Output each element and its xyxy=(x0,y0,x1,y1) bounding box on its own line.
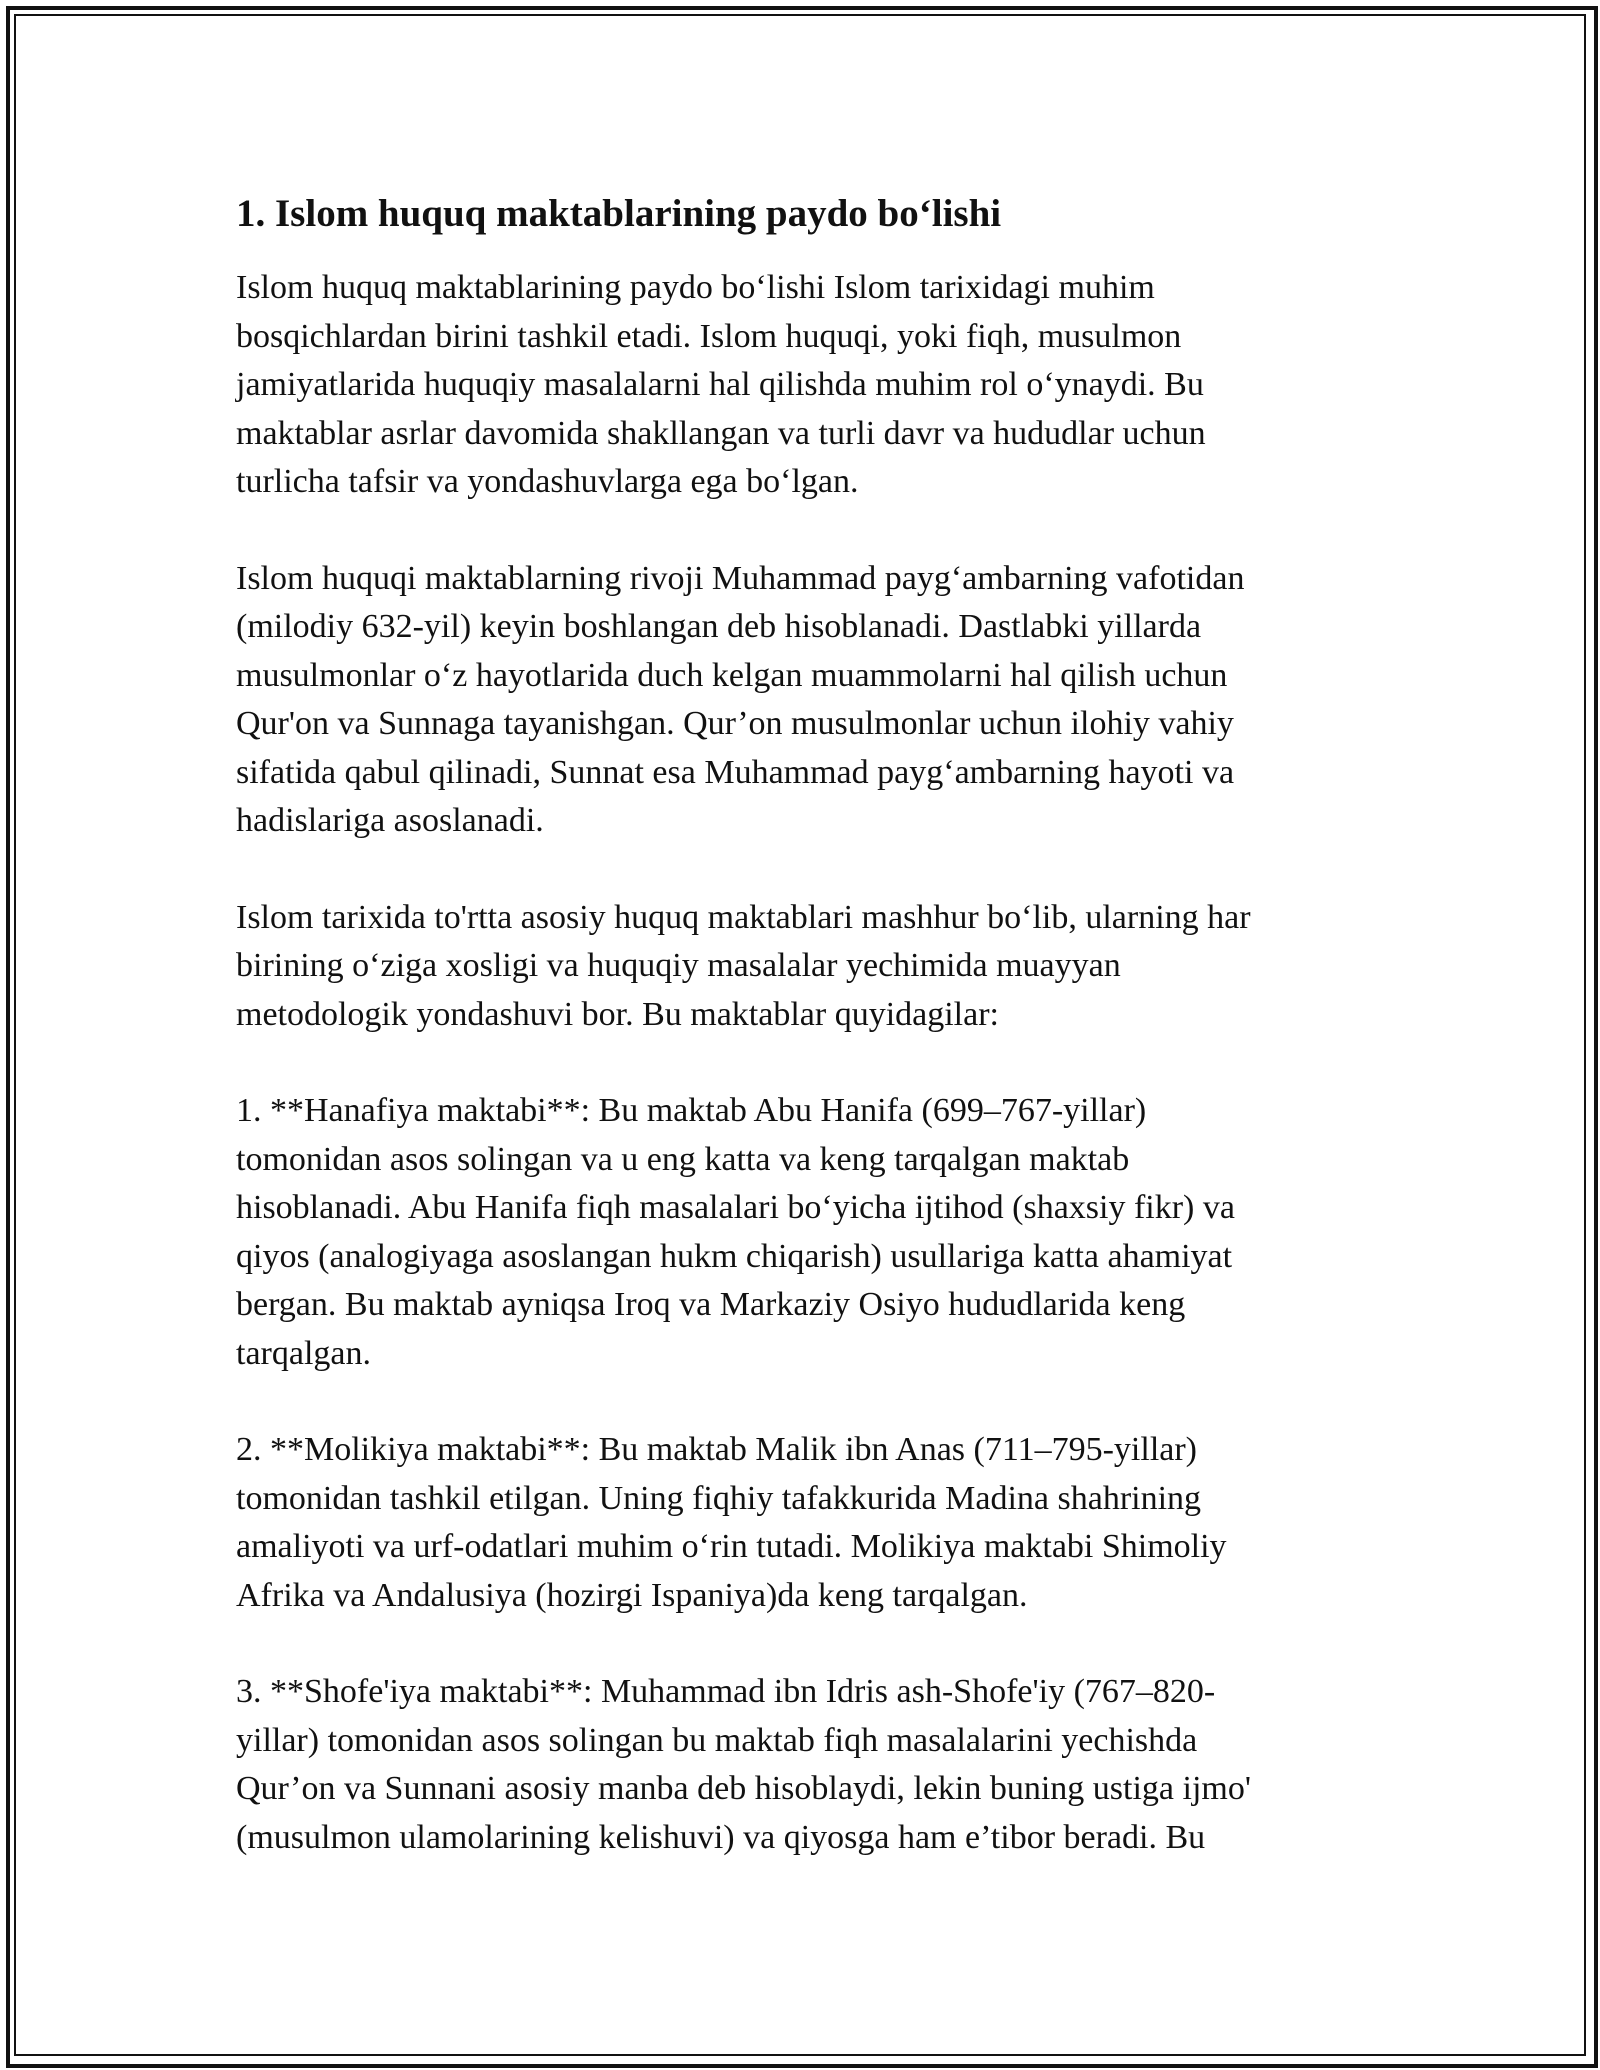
list-item-shofeiya: 3. **Shofe'iya maktabi**: Muhammad ibn Idris ash-Shofe'iy (767–820- yillar) tomonidan asos solingan bu maktab fiqh masalalarini yechishda Qur’on va Sunnani asosiy manba deb hisoblaydi, lekin buning ustiga ijmo' (musulmon ulamolarining kelishuvi) va qiyosga ham e’tibor beradi. Bu xyxy=(236,1673,1251,1856)
paragraph-intro: Islom huquq maktablarining paydo bo‘lishi Islom tarixidagi muhim bosqichlardan birini tashkil etadi. Islom huquqi, yoki fiqh, musulmon jamiyatlarida huquqiy masalalarni hal qilishda muhim rol o‘ynaydi. Bu maktablar asrlar davomida shakllangan va turli davr va hududlar uchun turlicha tafsir va yondashuvlarga ega bo‘lgan. xyxy=(236,269,1206,500)
paragraph-history: Islom huquqi maktablarning rivoji Muhammad payg‘ambarning vafotidan (milodiy 632-yil) keyin boshlangan deb hisoblanadi. Dastlabki yillarda musulmonlar o‘z hayotlarida duch kelgan muammolarni hal qilish uchun Qur'on va Sunnaga tayanishgan. Qur’on musulmonlar uchun ilohiy vahiy sifatida qabul qilinadi, Sunnat esa Muhammad payg‘ambarning hayoti va hadislariga asoslanadi. xyxy=(236,559,1245,839)
list-item-molikiya: 2. **Molikiya maktabi**: Bu maktab Malik ibn Anas (711–795-yillar) tomonidan tashkil etilgan. Uning fiqhiy tafakkurida Madina shahrining amaliyoti va urf-odatlari muhim o‘rin tutadi. Molikiya maktabi Shimoliy Afrika va Andalusiya (hozirgi Ispaniya)da keng tarqalgan. xyxy=(236,1431,1227,1614)
document-body xyxy=(236,186,1366,1910)
paragraph-four-schools: Islom tarixida to'rtta asosiy huquq maktablari mashhur bo‘lib, ularning har birining o‘ziga xosligi va huquqiy masalalar yechimida muayyan metodologik yondashuvi bor. Bu maktablar quyidagilar: xyxy=(236,898,1251,1033)
list-item-hanafiya: 1. **Hanafiya maktabi**: Bu maktab Abu Hanifa (699–767-yillar) tomonidan asos solingan va u eng katta va keng tarqalgan maktab hisoblanadi. Abu Hanifa fiqh masalalari bo‘yicha ijtihod (shaxsiy fikr) va qiyos (analogiyaga asoslangan hukm chiqarish) usullariga katta ahamiyat bergan. Bu maktab ayniqsa Iroq va Markaziy Osiyo hududlarida keng tarqalgan. xyxy=(236,1092,1235,1372)
section-heading: 1. Islom huquq maktablarining paydo bo‘lishi xyxy=(236,192,1002,235)
